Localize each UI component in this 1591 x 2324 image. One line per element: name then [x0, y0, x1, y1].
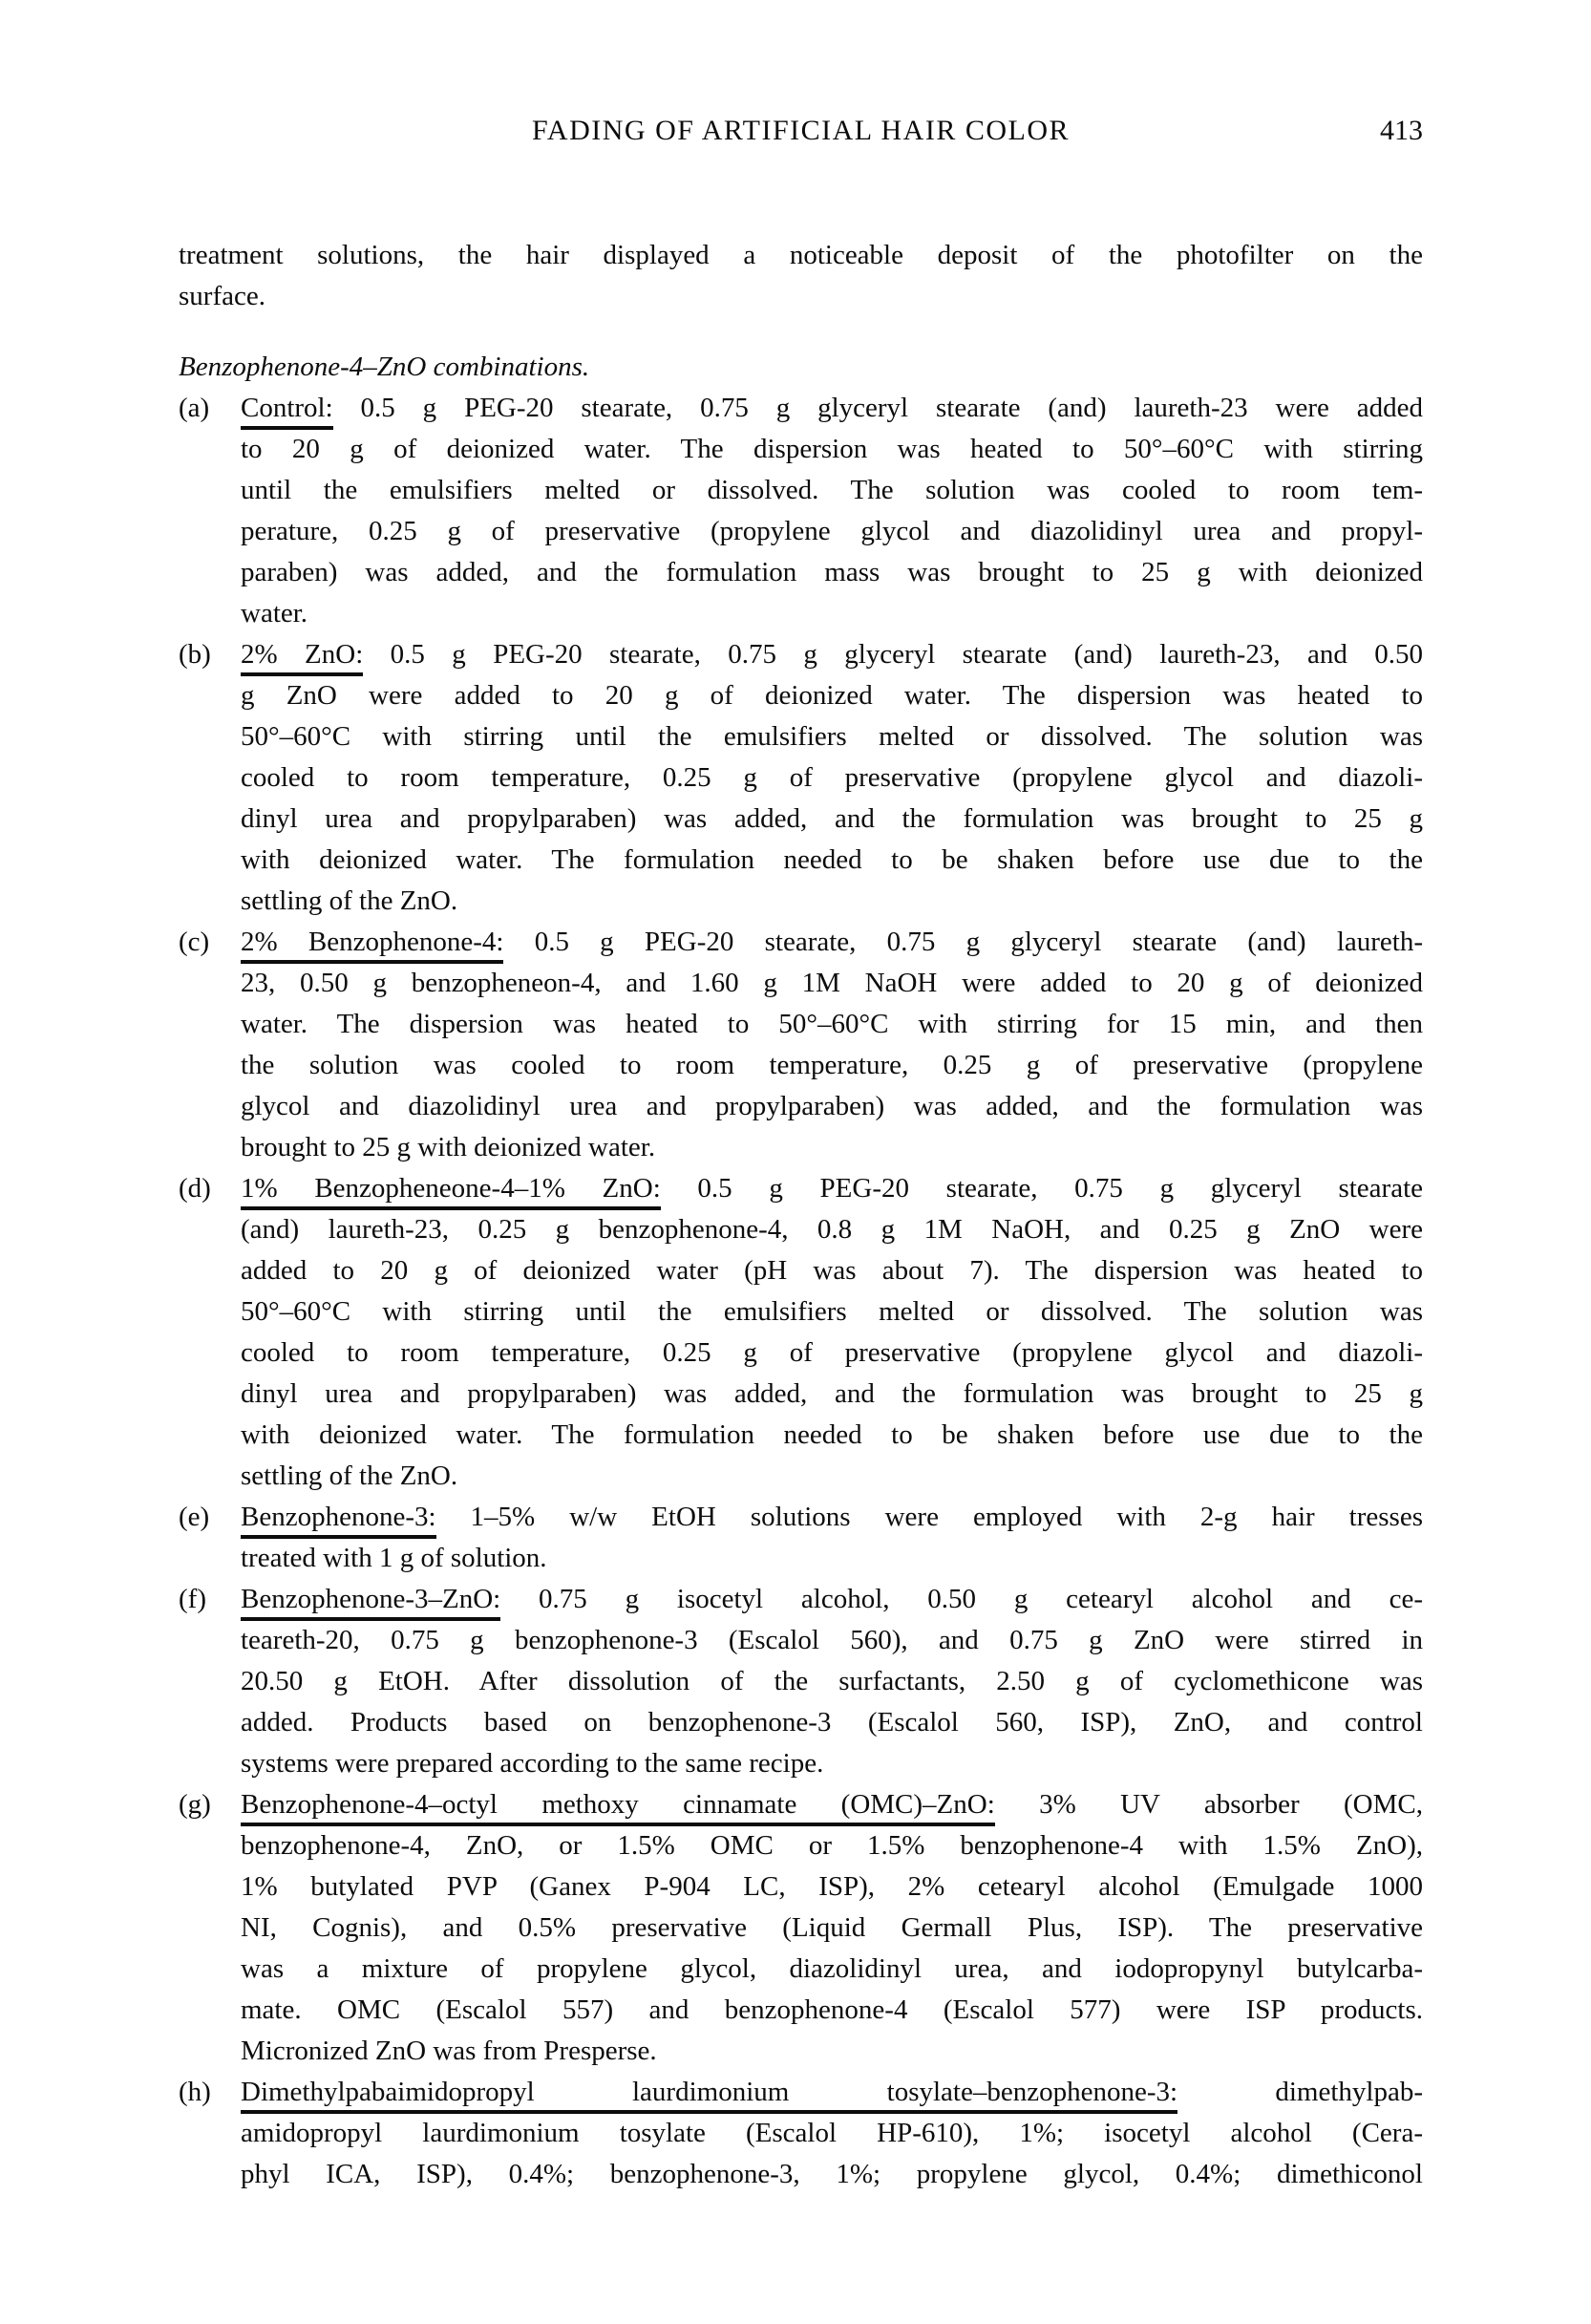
item-line: 20.50 g EtOH. After dissolution of the surfactants, 2.50 g of cyclomethicone was: [241, 1666, 1423, 1696]
item-line: [179, 634, 1423, 675]
item-marker: (h): [179, 2077, 211, 2107]
item-line-text: 0.5 g PEG-20 stearate, 0.75 g glyceryl stearate: [660, 1173, 1423, 1204]
list-item: [179, 1784, 1423, 2072]
item-marker: (c): [179, 927, 210, 957]
item-line: water.: [241, 598, 308, 629]
item-line: until the emulsifiers melted or dissolved. The solution was cooled to room tem-: [241, 475, 1423, 505]
item-line: [179, 1784, 1423, 1825]
item-line: amidopropyl laurdimonium tosylate (Escalol HP-610), 1%; isocetyl alcohol (Cera-: [241, 2118, 1423, 2148]
item-line-text: 0.5 g PEG-20 stearate, 0.75 g glyceryl stearate (and) laureth-23 were added: [332, 393, 1423, 423]
item-line: perature, 0.25 g of preservative (propylene glycol and diazolidinyl urea and propyl-: [241, 516, 1423, 546]
list-item: [179, 1168, 1423, 1497]
item-line: treated with 1 g of solution.: [241, 1543, 547, 1573]
item-label: 2% Benzophenone-4:: [241, 927, 503, 964]
item-line: teareth-20, 0.75 g benzophenone-3 (Escalol 560), and 0.75 g ZnO were stirred in: [241, 1625, 1423, 1655]
list-item: [179, 634, 1423, 922]
item-line: phyl ICA, ISP), 0.4%; benzophenone-3, 1%; propylene glycol, 0.4%; dimethiconol: [241, 2159, 1423, 2189]
item-line: [179, 1579, 1423, 1620]
item-line: NI, Cognis), and 0.5% preservative (Liquid Germall Plus, ISP). The preservative: [241, 1912, 1423, 1943]
running-head: [179, 113, 1423, 149]
running-title: FADING OF ARTIFICIAL HAIR COLOR: [531, 115, 1071, 146]
page-number: 413: [1380, 115, 1423, 146]
intro-paragraph: [179, 235, 1423, 317]
item-line: to 20 g of deionized water. The dispersion was heated to 50°–60°C with stirring: [241, 434, 1423, 464]
item-line: systems were prepared according to the same recipe.: [241, 1748, 824, 1779]
item-line: with deionized water. The formulation needed to be shaken before use due to the: [241, 1419, 1423, 1450]
item-line: added. Products based on benzophenone-3 (Escalol 560, ISP), ZnO, and control: [241, 1707, 1423, 1738]
item-marker: (g): [179, 1789, 211, 1820]
item-label: Benzophenone-4–octyl methoxy cinnamate (OMC)–ZnO:: [241, 1789, 995, 1826]
item-line: 23, 0.50 g benzopheneon-4, and 1.60 g 1M NaOH were added to 20 g of deionized: [241, 968, 1423, 998]
intro-line: surface.: [179, 281, 265, 311]
item-label: Benzophenone-3–ZnO:: [241, 1584, 500, 1621]
item-line-text: 1–5% w/w EtOH solutions were employed with 2-g hair tresses: [435, 1502, 1423, 1532]
item-line: brought to 25 g with deionized water.: [241, 1132, 656, 1162]
section-heading: Benzophenone-4–ZnO combinations.: [179, 352, 590, 382]
item-line: was a mixture of propylene glycol, diazolidinyl urea, and iodopropynyl butylcarba-: [241, 1953, 1423, 1984]
item-line: added to 20 g of deionized water (pH was about 7). The dispersion was heated to: [241, 1255, 1423, 1286]
item-label: Dimethylpabaimidopropyl laurdimonium tosylate–benzophenone-3:: [241, 2077, 1177, 2114]
item-line: (and) laureth-23, 0.25 g benzophenone-4, 0.8 g 1M NaOH, and 0.25 g ZnO were: [241, 1214, 1423, 1245]
item-marker: (f): [179, 1584, 206, 1614]
page-body: [179, 235, 1423, 2195]
item-line: dinyl urea and propylparaben) was added, and the formulation was brought to 25 g: [241, 1378, 1423, 1409]
list-item: [179, 1579, 1423, 1784]
item-line: dinyl urea and propylparaben) was added, and the formulation was brought to 25 g: [241, 803, 1423, 834]
list-item: [179, 2072, 1423, 2195]
item-line: 50°–60°C with stirring until the emulsifiers melted or dissolved. The solution was: [241, 1296, 1423, 1327]
item-line: with deionized water. The formulation needed to be shaken before use due to the: [241, 844, 1423, 875]
item-line-text: 0.5 g PEG-20 stearate, 0.75 g glyceryl stearate (and) laureth-23, and 0.50: [363, 639, 1423, 670]
item-line: [179, 2072, 1423, 2113]
item-line-text: 3% UV absorber (OMC,: [994, 1789, 1423, 1820]
item-line: Micronized ZnO was from Presperse.: [241, 2036, 657, 2066]
item-line: [179, 388, 1423, 429]
item-line-text: 0.75 g isocetyl alcohol, 0.50 g cetearyl alcohol and ce-: [500, 1584, 1423, 1614]
intro-line: treatment solutions, the hair displayed a noticeable deposit of the photofilter on the: [179, 240, 1423, 270]
item-line-text: dimethylpab-: [1177, 2077, 1423, 2107]
item-line: cooled to room temperature, 0.25 g of preservative (propylene glycol and diazoli-: [241, 762, 1423, 793]
item-label: 1% Benzopheneone-4–1% ZnO:: [241, 1173, 661, 1210]
item-label: Benzophenone-3:: [241, 1502, 436, 1539]
item-line-text: 0.5 g PEG-20 stearate, 0.75 g glyceryl stearate (and) laureth-: [503, 927, 1424, 957]
list-item: [179, 1497, 1423, 1579]
item-line: water. The dispersion was heated to 50°–60°C with stirring for 15 min, and then: [241, 1009, 1423, 1039]
item-line: paraben) was added, and the formulation mass was brought to 25 g with deionized: [241, 557, 1423, 587]
item-line: settling of the ZnO.: [241, 885, 458, 916]
item-line: g ZnO were added to 20 g of deionized water. The dispersion was heated to: [241, 680, 1423, 711]
item-label: 2% ZnO:: [241, 639, 363, 676]
item-marker: (d): [179, 1173, 211, 1204]
item-line: [179, 1168, 1423, 1209]
item-line: the solution was cooled to room temperature, 0.25 g of preservative (propylene: [241, 1050, 1423, 1080]
item-line: 1% butylated PVP (Ganex P-904 LC, ISP), 2% cetearyl alcohol (Emulgade 1000: [241, 1871, 1423, 1902]
item-line: cooled to room temperature, 0.25 g of preservative (propylene glycol and diazoli-: [241, 1337, 1423, 1368]
item-marker: (a): [179, 393, 210, 423]
item-line: [179, 922, 1423, 963]
item-line: [179, 1497, 1423, 1538]
item-list: [179, 388, 1423, 2195]
list-item: [179, 922, 1423, 1168]
item-marker: (e): [179, 1502, 210, 1532]
item-line: benzophenone-4, ZnO, or 1.5% OMC or 1.5% benzophenone-4 with 1.5% ZnO),: [241, 1830, 1423, 1861]
item-label: Control:: [241, 393, 333, 430]
item-line: settling of the ZnO.: [241, 1460, 458, 1491]
item-line: 50°–60°C with stirring until the emulsifiers melted or dissolved. The solution was: [241, 721, 1423, 752]
list-item: [179, 388, 1423, 634]
item-marker: (b): [179, 639, 211, 670]
item-line: glycol and diazolidinyl urea and propylparaben) was added, and the formulation was: [241, 1091, 1423, 1121]
item-line: mate. OMC (Escalol 557) and benzophenone-4 (Escalol 577) were ISP products.: [241, 1994, 1423, 2025]
